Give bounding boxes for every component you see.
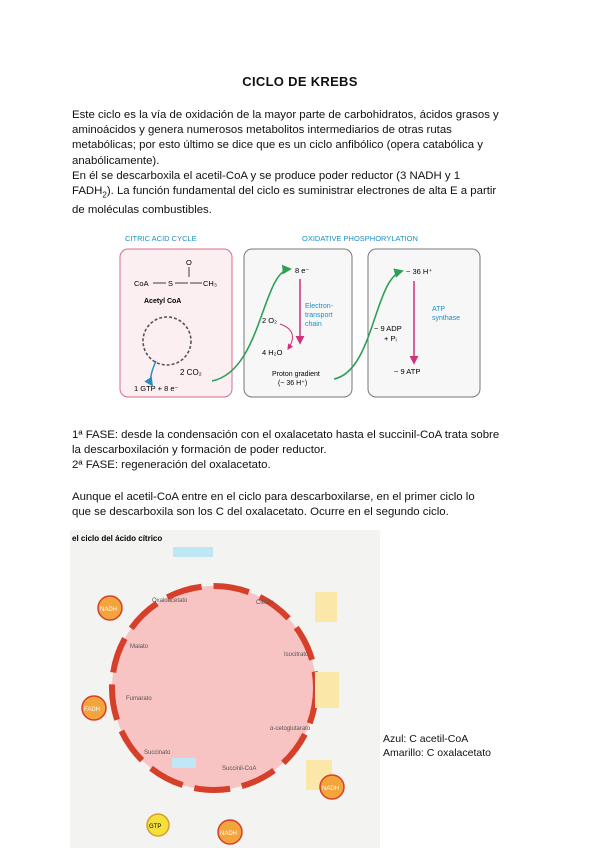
fadh-badge [82, 696, 106, 720]
intro-line: metabólicas; por esto último se dice que es un ciclo anfibólico (opera catabólica y [72, 139, 483, 152]
aunque-line: que se descarboxila son los C del oxalacetato. Ocurre en el segundo ciclo. [72, 506, 449, 519]
co2-label: 2 CO₂ [180, 368, 202, 377]
nadh-badge-2 [320, 775, 344, 799]
ketoglutarate-highlight [315, 672, 339, 708]
legend-yellow: Amarillo: C oxalacetato [383, 747, 491, 759]
fadh-subscript: 2 [102, 190, 107, 200]
synthase-label-2: synthase [432, 315, 461, 322]
nadh-text: NADH [100, 607, 118, 613]
legend-blue: Azul: C acetil-CoA [383, 733, 469, 745]
nadh-badge-3 [218, 820, 242, 844]
succinate-label: Succinato [144, 750, 171, 756]
etc-label-1: Electron- [305, 303, 334, 310]
fumarate-label: Fumarato [126, 696, 152, 702]
gtp-badge [147, 814, 169, 836]
nadh-text: NADH [220, 831, 238, 837]
phases-paragraph [72, 428, 532, 474]
proton-gradient-label: Proton gradient [272, 371, 320, 378]
nadh-text: NADH [322, 786, 340, 792]
aunque-line: Aunque el acetil-CoA entre en el ciclo para descarboxilarse, en el primer ciclo lo [72, 491, 475, 503]
figure-krebs-cycle [70, 530, 380, 848]
phase-line: 1ª FASE: desde la condensación con el oxalacetato hasta el succinil-CoA trata sobre [72, 429, 500, 441]
synthase-label-1: ATP [432, 306, 446, 313]
color-legend [383, 732, 491, 760]
succinylcoa-label: Succinil-CoA [222, 766, 257, 772]
intro-line: En él se descarboxila el acetil-CoA y se produce poder reductor (3 NADH y 1 [72, 169, 461, 182]
intro-line: aminoácidos y genera numerosos metabolitos intermediarios de otras rutas [72, 124, 452, 137]
s-label: S [168, 279, 174, 288]
intro-line [72, 184, 532, 202]
cycle-heading: el ciclo del ácido cítrico [72, 534, 163, 543]
ketoglutarate-label: α-cetoglutarato [270, 726, 311, 732]
h36-label: ~ 36 H⁺ [406, 267, 433, 276]
citric-box [120, 249, 232, 397]
citrate-label: Citrato [256, 600, 274, 606]
oxaloacetate-label: Oxaloacetato [152, 598, 188, 604]
malate-label: Malato [130, 644, 149, 650]
isocitrate-label: Isocitrato [284, 652, 309, 658]
phase-line: 2ª FASE: regeneración del oxalacetato. [72, 459, 271, 472]
page-title: CICLO DE KREBS [242, 74, 358, 89]
coa-label: CoA [134, 279, 149, 288]
succinate-highlight [172, 758, 196, 768]
pi-label: + Pᵢ [384, 334, 397, 343]
acetyl-coa-label: Acetyl CoA [144, 298, 182, 305]
aunque-paragraph [72, 490, 532, 520]
oxphos-title: OXIDATIVE PHOSPHORYLATION [302, 234, 418, 243]
acetyl-highlight [173, 547, 213, 557]
figure-citric-oxphos [112, 231, 490, 409]
proton-count-label: (~ 36 H⁺) [278, 380, 308, 387]
atp-label: ~ 9 ATP [394, 367, 421, 376]
ch3-label: CH₃ [203, 279, 217, 288]
o2-label: 2 O₂ [262, 316, 277, 325]
adp-label: ~ 9 ADP [374, 324, 402, 333]
etc-label-2: transport [305, 312, 333, 319]
etc-label-3: chain [305, 321, 322, 328]
citric-title: CITRIC ACID CYCLE [125, 234, 197, 243]
o-label: O [186, 258, 192, 267]
fadh-text: FADH [84, 707, 101, 713]
intro-line: anabólicamente). [72, 154, 160, 167]
nadh-badge-1 [98, 596, 122, 620]
gtp-text: GTP [149, 824, 162, 830]
gtp-label: 1 GTP + 8 e⁻ [134, 384, 179, 393]
intro-line-rest: ). La función fundamental del ciclo es suministrar electrones de alta E a partir [106, 185, 497, 198]
fadh-text: FADH [72, 185, 103, 198]
h2o-label: 4 H₂O [262, 348, 283, 357]
e8-label: 8 e⁻ [295, 266, 310, 275]
intro-line: de moléculas combustibles. [72, 203, 212, 216]
citrate-highlight [315, 592, 337, 622]
intro-line: Este ciclo es la vía de oxidación de la mayor parte de carbohidratos, ácidos grasos y [72, 109, 499, 121]
intro-paragraph [72, 108, 532, 218]
phase-line: la descarboxilación y formación de poder reductor. [72, 444, 327, 457]
